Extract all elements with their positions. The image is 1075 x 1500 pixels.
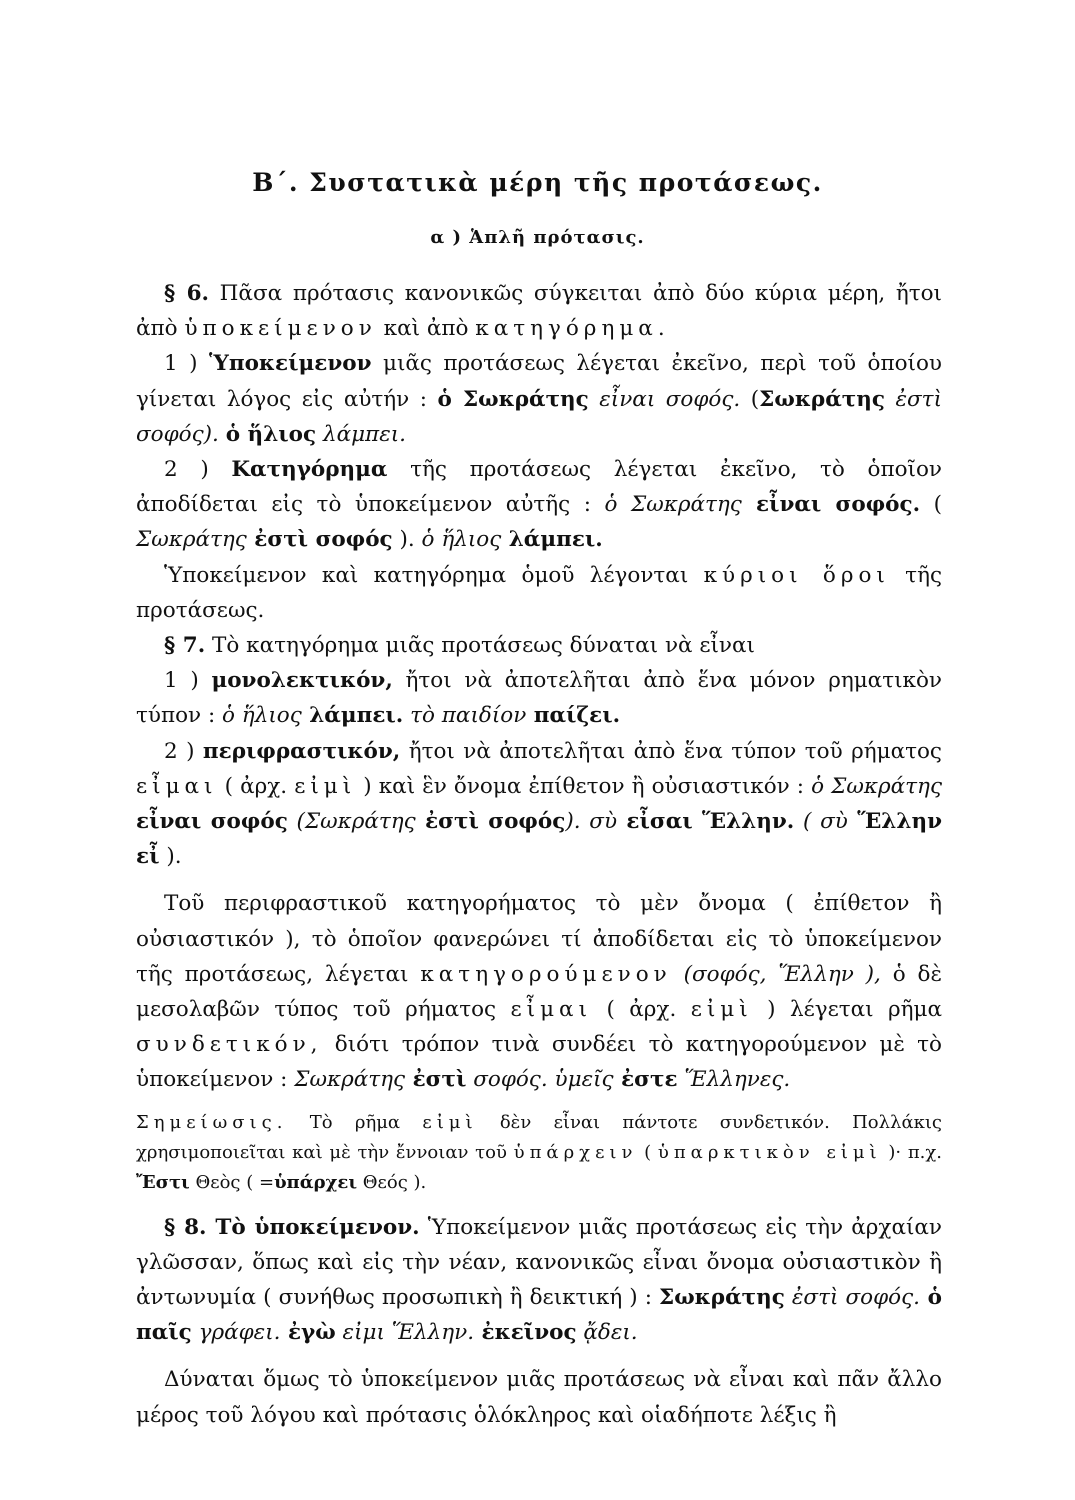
bold-term: ὁ ἥλιος <box>225 421 317 447</box>
text: Πᾶσα πρότασις κανονικῶς σύγκειται ἀπὸ δύο κύρια μέρη, ἤτοι ἀπὸ <box>136 281 942 342</box>
paragraph-7-2 <box>136 734 942 875</box>
text: μιᾶς προτάσεως λέγεται ἐκεῖνο, περὶ τοῦ ὁποίου γίνεται λόγος εἰς αὐτήν : <box>136 351 942 412</box>
text: 1 ) <box>164 351 210 377</box>
bold-term: ἐστὶ σοφός <box>246 527 393 553</box>
text: . <box>657 316 665 342</box>
italic-text: γράφει. <box>191 1320 281 1346</box>
text: Τὸ κατηγόρημα μιᾶς προτάσεως δύναται νὰ εἶναι <box>205 633 755 659</box>
section-number: § 7. <box>164 633 206 659</box>
spaced-term: εἶμαι <box>136 773 218 799</box>
spaced-term: συνδετικόν, <box>136 1032 323 1058</box>
italic-text: ὁ ἥλιος <box>222 703 302 729</box>
bold-term: Σωκράτης <box>659 1285 785 1311</box>
spaced-term: ὑπαρκτικὸν εἰμὶ <box>657 1141 882 1163</box>
bold-term: Κατηγόρημα <box>231 457 388 483</box>
paragraph-6-3 <box>136 558 942 628</box>
italic-text: (Σωκράτης <box>287 809 416 835</box>
text: Ὑποκείμενον καὶ κατηγόρημα ὁμοῦ λέγονται <box>164 562 704 588</box>
bold-term: εἶσαι Ἕλλην. <box>617 809 795 835</box>
text: ( <box>637 1141 658 1163</box>
italic-text: Ἕλληνες. <box>677 1067 791 1093</box>
section-title: Β΄. Συστατικὰ μέρη τῆς προτάσεως. <box>252 168 823 197</box>
italic-text: ὁ ἥλιος <box>421 527 502 553</box>
spaced-term: εἶμαι <box>510 997 593 1023</box>
bold-term: ὁ παῖς <box>136 1285 943 1346</box>
italic-text: ( σὺ <box>794 809 848 835</box>
bold-term: Σωκράτης <box>759 386 885 412</box>
text: καὶ ἀπὸ <box>376 316 476 342</box>
italic-text: (σοφός, Ἕλλην ), <box>671 961 881 987</box>
italic-text: τὸ παιδίον <box>410 703 527 729</box>
bold-term: ἐγὼ <box>280 1320 336 1346</box>
text: ). <box>159 844 182 870</box>
section-heading: § 8. Τὸ ὑποκείμενον. <box>164 1214 420 1240</box>
spaced-term: κατηγορούμενον <box>420 961 672 987</box>
bold-term: παίζει. <box>526 703 621 729</box>
section-number: § 6. <box>164 281 210 306</box>
spaced-term: ὑπάρχειν <box>513 1141 638 1163</box>
bold-term: ἐκεῖνος <box>474 1320 577 1346</box>
bold-term: ἐστε <box>613 1067 678 1093</box>
spaced-term: ὑποκείμενον <box>184 316 377 342</box>
text: ) καὶ ἓν ὄνομα ἐπίθετον ἢ οὐσιαστικόν : <box>356 773 812 799</box>
italic-text: ἐστὶ σοφός). <box>136 386 942 447</box>
spaced-term: Σημείωσις. <box>136 1111 288 1133</box>
text: Δύναται ὅμως τὸ ὑποκείμενον μιᾶς προτάσεως νὰ εἶναι καὶ πᾶν ἄλλο μέρος τοῦ λόγου καὶ πρότασις ὁλόκληρος καὶ οἱαδήποτε λέξις ἢ <box>136 1367 942 1428</box>
bold-term: ὁ Σωκράτης <box>437 386 589 412</box>
bold-term: ἐστὶ σοφός <box>415 809 566 835</box>
text: Θεός ). <box>357 1171 427 1193</box>
text: ( <box>920 492 942 518</box>
paragraph-7 <box>136 628 942 663</box>
bold-term: λάμπει. <box>301 703 404 729</box>
italic-text: Σωκράτης <box>294 1067 406 1093</box>
bold-term: ὑπάρχει <box>274 1171 358 1193</box>
bold-term: Ὑποκείμενον <box>209 351 372 377</box>
paragraph-7-1 <box>136 663 942 733</box>
italic-text: ἐστὶ σοφός. <box>784 1285 920 1311</box>
italic-text: εἶναι σοφός. <box>588 386 741 412</box>
text: ὁ δὲ μεσολαβῶν τύπος τοῦ ρήματος <box>136 961 943 1023</box>
spaced-term: εἰμὶ <box>294 773 357 799</box>
text: Θεὸς ( = <box>189 1171 275 1193</box>
note-paragraph <box>136 1108 942 1198</box>
text: Τὸ ρῆμα <box>287 1111 423 1133</box>
italic-text: ὁ Σωκράτης <box>604 492 742 518</box>
text: δὲν εἶναι πάντοτε συνδετικόν. Πολλάκις χρησιμοποιεῖται καὶ μὲ τὴν ἔννοιαν τοῦ <box>136 1111 942 1163</box>
bold-term: λάμπει. <box>501 527 603 553</box>
italic-text: σὺ <box>589 809 618 835</box>
bold-term: εἶναι σοφός. <box>741 492 921 518</box>
bold-term: μονολεκτικόν, <box>211 668 393 694</box>
italic-text: ). <box>565 809 581 835</box>
spaced-term: εἰμὶ <box>690 997 753 1023</box>
paragraph-6 <box>136 276 942 346</box>
text: 1 ) <box>164 668 212 694</box>
text: διότι τρόπον τινὰ συνδέει τὸ κατηγορούμενον μὲ τὸ ὑποκείμενον : <box>136 1032 942 1093</box>
text: Τοῦ περιφραστικοῦ κατηγορήματος τὸ μὲν ὄνομα ( ἐπίθετον ἢ οὐσιαστικόν ), τὸ ὁποῖον φανερώνει τί ἀποδίδεται εἰς τὸ ὑποκείμενον τῆς προτάσεως, λέγεται <box>136 891 942 987</box>
italic-text: εἰμι Ἕλλην. <box>335 1320 475 1346</box>
paragraph-8-2 <box>136 1362 942 1432</box>
spaced-term: κατηγόρημα <box>475 316 658 342</box>
section-subtitle: α ) Ἁπλῆ πρότασις. <box>430 227 645 248</box>
body-text <box>136 276 942 1433</box>
text: ( ἀρχ. <box>592 997 691 1023</box>
italic-text: Σωκράτης <box>136 527 247 553</box>
spaced-term: εἰμὶ <box>422 1111 478 1133</box>
italic-text: λάμπει. <box>316 421 406 447</box>
italic-text: ᾄδει. <box>576 1320 638 1346</box>
text: ). <box>392 527 422 553</box>
text: ἤτοι νὰ ἀποτελῆται ἀπὸ ἕνα μόνον ρηματικὸν τύπον : <box>136 668 942 729</box>
bold-term: Ἕλλην εἶ <box>136 809 942 870</box>
text <box>581 809 590 834</box>
text: τῆς προτάσεως λέγεται ἐκεῖνο, τὸ ὁποῖον ἀποδίδεται εἰς τὸ ὑποκείμενον αὐτῆς : <box>136 457 942 518</box>
text: )· π.χ. <box>881 1141 942 1163</box>
italic-text: ὁ Σωκράτης <box>811 773 942 799</box>
text: ( ἀρχ. <box>217 773 295 799</box>
text: ) λέγεται ρῆμα <box>752 997 942 1023</box>
text: τῆς προτάσεως. <box>136 562 942 623</box>
text <box>219 422 226 447</box>
italic-text: σοφός. ὑμεῖς <box>466 1067 614 1093</box>
bold-term: ἐστὶ <box>405 1067 467 1093</box>
text: 2 ) <box>164 457 232 483</box>
paragraph-8 <box>136 1210 942 1351</box>
bold-term: εἶναι σοφός <box>136 809 288 835</box>
spaced-term: κύριοι ὅροι <box>703 562 890 588</box>
paragraph-7-3 <box>136 886 942 1097</box>
text: ἤτοι νὰ ἀποτελῆται ἀπὸ ἕνα τύπον τοῦ ρήματος <box>400 738 942 764</box>
paragraph-6-2 <box>136 452 942 558</box>
text: Ὑποκείμενον μιᾶς προτάσεως εἰς τὴν ἀρχαίαν γλῶσσαν, ὅπως καὶ εἰς τὴν νέαν, κανονικῶς εἶναι ὄνομα οὐσιαστικὸν ἢ ἀντωνυμία ( συνήθως προσωπικὴ ἢ δεικτική ) : <box>136 1214 942 1311</box>
text: ( <box>740 386 760 412</box>
paragraph-6-1 <box>136 346 942 452</box>
bold-term: περιφραστικόν, <box>202 738 401 764</box>
text: 2 ) <box>164 738 203 764</box>
bold-term: Ἔστι <box>136 1171 190 1193</box>
